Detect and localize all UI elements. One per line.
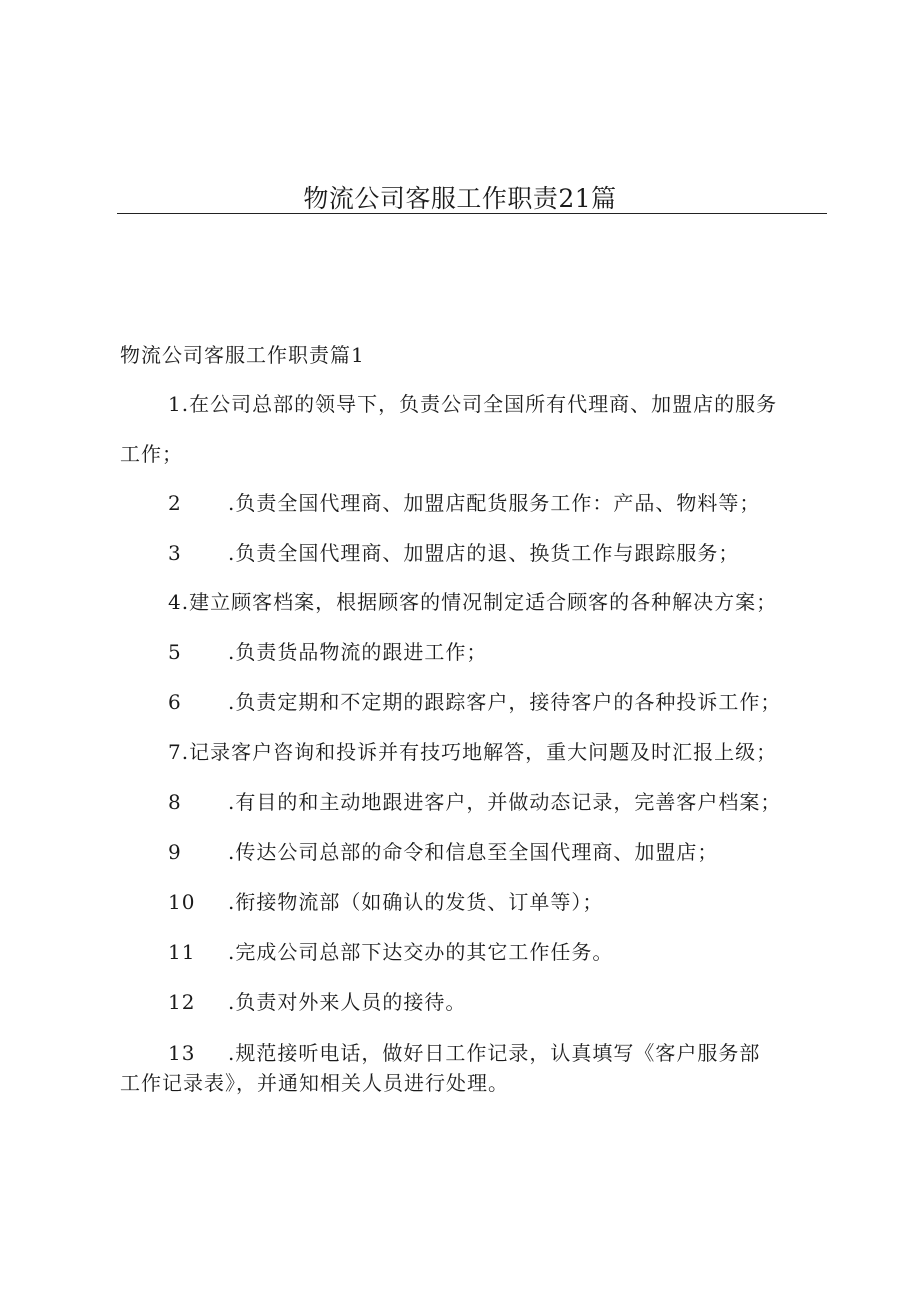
list-item-number: 12 <box>168 990 196 1014</box>
list-item <box>120 988 820 1016</box>
list-item <box>120 638 820 666</box>
list-item-number: 5 <box>168 640 182 664</box>
list-item-number: 2 <box>168 491 182 515</box>
list-item-continuation: 工作记录表》，并通知相关人员进行处理。 <box>120 1071 509 1095</box>
list-item-text: .记录客户咨询和投诉并有技巧地解答，重大问题及时汇报上级； <box>181 740 778 764</box>
list-item-text: .规范接听电话，做好日工作记录，认真填写《客户服务部 <box>228 1041 761 1065</box>
list-item-text: .负责货品物流的跟进工作； <box>228 640 488 664</box>
document-title: 物流公司客服工作职责21篇 <box>303 184 617 213</box>
list-item <box>120 788 820 816</box>
list-item-text: .负责全国代理商、加盟店配货服务工作：产品、物料等； <box>228 491 761 515</box>
list-item-text: .负责全国代理商、加盟店的退、换货工作与跟踪服务； <box>228 541 740 565</box>
list-item-text: .传达公司总部的命令和信息至全国代理商、加盟店； <box>228 840 719 864</box>
list-item-text: .负责定期和不定期的跟踪客户，接待客户的各种投诉工作； <box>228 690 782 714</box>
list-item-number: 6 <box>168 690 182 714</box>
list-item-number: 8 <box>168 790 182 814</box>
list-item <box>120 489 820 517</box>
list-item <box>120 588 820 616</box>
list-item-number: 1 <box>168 392 182 416</box>
list-item <box>120 938 820 966</box>
list-item-number: 10 <box>168 890 196 914</box>
list-item <box>120 888 820 916</box>
section-heading: 物流公司客服工作职责篇1 <box>120 343 365 367</box>
list-item-number: 13 <box>168 1041 196 1065</box>
list-item-text: .建立顾客档案，根据顾客的情况制定适合顾客的各种解决方案； <box>181 590 778 614</box>
list-item-text: .衔接物流部（如确认的发货、订单等）； <box>228 890 604 914</box>
list-item <box>120 390 820 468</box>
list-item-number: 11 <box>168 940 196 964</box>
list-item-text: .负责对外来人员的接待。 <box>228 990 467 1014</box>
list-item-text: .在公司总部的领导下，负责公司全国所有代理商、加盟店的服务 <box>181 392 778 416</box>
list-item-text: .有目的和主动地跟进客户，并做动态记录，完善客户档案； <box>228 790 782 814</box>
list-item-text: .完成公司总部下达交办的其它工作任务。 <box>228 940 614 964</box>
list-item-continuation: 工作； <box>120 442 183 466</box>
list-item-number: 7 <box>168 740 182 764</box>
list-item-number: 9 <box>168 840 182 864</box>
list-item <box>120 1039 820 1097</box>
list-item <box>120 838 820 866</box>
list-item <box>120 738 820 766</box>
list-item <box>120 539 820 567</box>
title-underline <box>117 213 827 214</box>
list-item <box>120 688 820 716</box>
list-item-number: 3 <box>168 541 182 565</box>
list-item-number: 4 <box>168 590 182 614</box>
